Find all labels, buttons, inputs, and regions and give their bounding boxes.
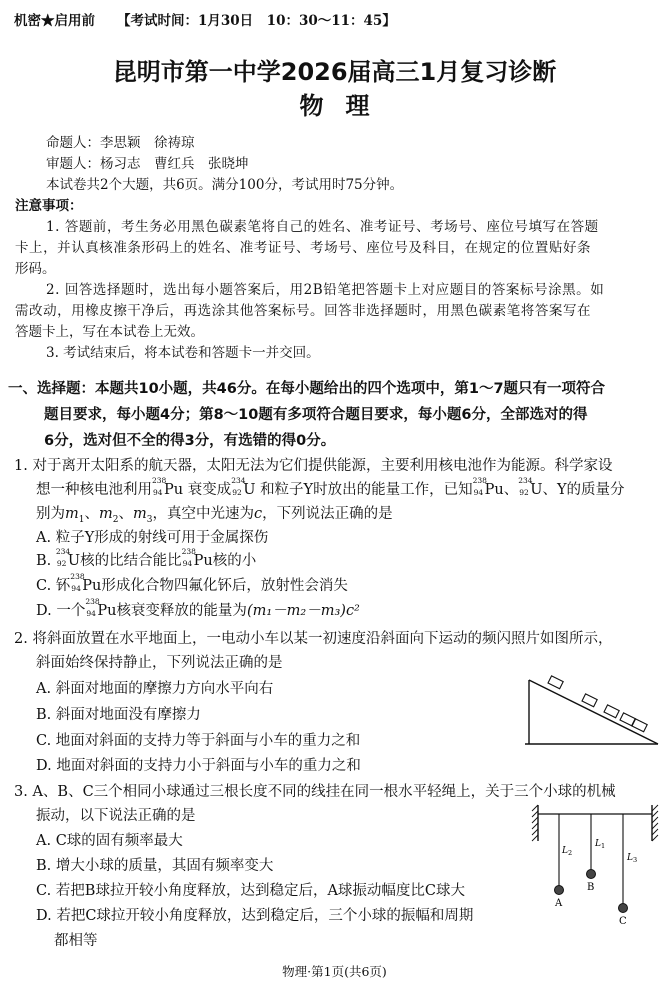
q3-stem: 3. A、B、C三个相同小球通过三根长度不同的线挂在同一根水平轻绳上，关于三个小球的机械 — [14, 784, 616, 800]
q2-option-a[interactable]: A. 斜面对地面的摩擦力方向水平向右 — [36, 681, 274, 697]
reviewers: 审题人：杨习志 曹红兵 张晓坤 — [46, 156, 249, 172]
intro-text: 本试卷共2个大题，共6页。满分100分，考试用时75分钟。 — [46, 177, 404, 193]
notice-line: 1. 答题前，考生务必用黑色碳素笔将自己的姓名、准考证号、考场号、座位号填写在答题 — [46, 219, 599, 235]
notice-line: 2. 回答选择题时，选出每小题答案后，用2B铅笔把答题卡上对应题目的答案标号涂黑。如 — [46, 282, 605, 298]
q2-option-b[interactable]: B. 斜面对地面没有摩擦力 — [36, 707, 201, 723]
q1-stem-line2: 想一种核电池利用 238 94 Pu 衰变成 234 92 U 和粒子Y时放出的能量工作，已知 238 94 Pu、 234 92 U、Y的质量分 — [36, 476, 625, 498]
q2-stem-cont: 斜面始终保持静止，下列说法正确的是 — [36, 655, 283, 671]
ball-c-label: C — [619, 916, 627, 927]
notice-line: 卡上，并认真核准条形码上的姓名、准考证号、考场号、座位号及科目，在规定的位置贴好条 — [15, 240, 592, 256]
notice-heading: 注意事项： — [15, 198, 83, 214]
q2-option-c[interactable]: C. 地面对斜面的支持力等于斜面与小车的重力之和 — [36, 733, 361, 749]
q3-stem-cont: 振动，以下说法正确的是 — [36, 808, 196, 824]
pendulum-figure — [530, 803, 660, 927]
section-heading: 一、选择题：本题共10小题，共46分。在每小题给出的四个选项中，第1～7题只有一项符合 — [8, 381, 606, 397]
q1-option-d[interactable]: D. 一个 238 94 Pu核衰变释放的能量为(m₁－m₂－m₃)c² — [36, 597, 360, 619]
pu-nuclide: 238 94 — [472, 476, 487, 497]
label-l2: $L_2$ — [562, 846, 573, 857]
notice-line: 答题卡上，写在本试卷上无效。 — [15, 324, 204, 340]
q3-option-a[interactable]: A. C球的固有频率最大 — [36, 833, 183, 849]
subject-title: 物理 — [299, 92, 392, 120]
label-l1: $L_1$ — [595, 839, 606, 850]
q3-option-d-cont: 都相等 — [54, 933, 98, 949]
q1-option-c[interactable]: C. 钚 238 94 Pu形成化合物四氟化钚后，放射性会消失 — [36, 572, 348, 594]
incline-figure — [520, 670, 660, 750]
proposers: 命题人：李思颖 徐祷琼 — [46, 135, 195, 151]
section-heading-cont: 题目要求，每小题4分；第8～10题有多项符合题目要求，每小题6分，全部选对的得 — [44, 407, 588, 423]
u-nuclide: 234 92 — [231, 476, 246, 497]
pu-nuclide: 238 94 — [152, 476, 167, 497]
exam-time: 【考试时间：1月30日 10：30～11：45】 — [117, 13, 396, 29]
u-nuclide: 234 92 — [518, 476, 533, 497]
notice-line: 3. 考试结束后，将本试卷和答题卡一并交回。 — [46, 345, 320, 361]
q1-option-a[interactable]: A. 粒子Y形成的射线可用于金属探伤 — [36, 530, 269, 546]
page-footer: 物理·第1页(共6页) — [282, 964, 387, 979]
section-heading-cont: 6分，选对但不全的得3分，有选错的得0分。 — [44, 433, 336, 449]
page-title: 昆明市第一中学2026届高三1月复习诊断 — [112, 58, 557, 86]
q3-option-b[interactable]: B. 增大小球的质量，其固有频率变大 — [36, 858, 274, 874]
q2-stem: 2. 将斜面放置在水平地面上，一电动小车以某一初速度沿斜面向下运动的频闪照片如图所示， — [14, 631, 613, 647]
q3-option-c[interactable]: C. 若把B球拉开较小角度释放，达到稳定后，A球振动幅度比C球大 — [36, 883, 466, 899]
q2-option-d[interactable]: D. 地面对斜面的支持力小于斜面与小车的重力之和 — [36, 758, 361, 774]
notice-line: 形码。 — [15, 261, 56, 277]
secrecy-label: 机密★启用前 — [14, 13, 95, 29]
ball-b-label: B — [587, 882, 595, 893]
notice-line: 需改动，用橡皮擦干净后，再选涂其他答案标号。回答非选择题时，用黑色碳素笔将答案写在 — [15, 303, 592, 319]
q3-option-d[interactable]: D. 若把C球拉开较小角度释放，达到稳定后，三个小球的振幅和周期 — [36, 908, 474, 924]
q1-option-b[interactable]: B. 234 92 U核的比结合能比 238 94 Pu核的小 — [36, 547, 257, 569]
label-l3: $L_3$ — [627, 853, 638, 864]
ball-a-label: A — [555, 898, 563, 909]
q1-stem-line3: 别为$m_1$、$m_2$、$m_3$，真空中光速为c，下列说法正确的是 — [36, 506, 393, 525]
q1-stem: 1. 对于离开太阳系的航天器，太阳无法为它们提供能源，主要利用核电池作为能源。科学家设 — [14, 458, 613, 474]
